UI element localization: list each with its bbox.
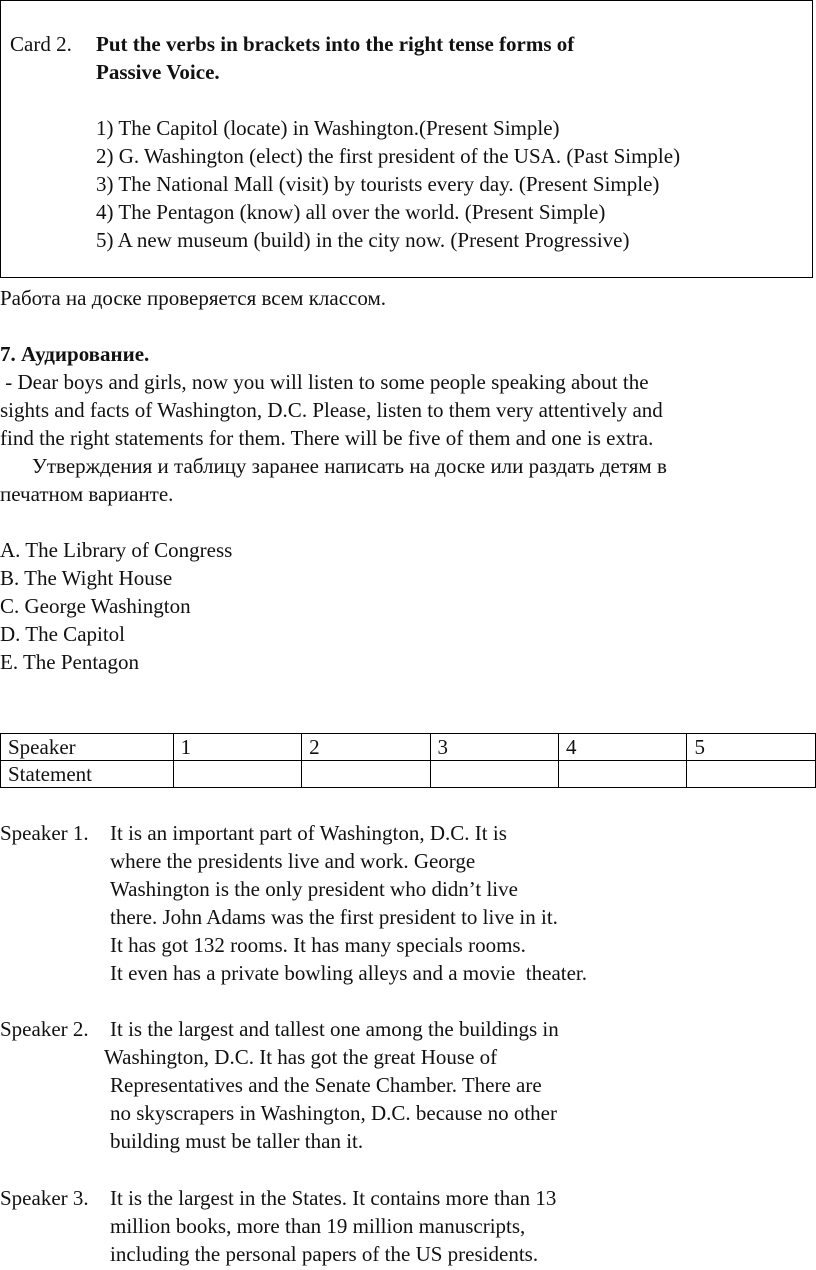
speaker-line: Representatives and the Senate Chamber. There are [110, 1073, 542, 1097]
intro-line: sights and facts of Washington, D.C. Please, listen to them very attentively and [0, 398, 663, 422]
card-item: 2) G. Washington (elect) the first president of the USA. (Past Simple) [96, 144, 681, 168]
intro-line: find the right statements for them. There will be five of them and one is extra. [0, 426, 654, 450]
table-cell [687, 761, 816, 788]
table-row [1, 734, 816, 761]
card-title-line1: Put the verbs in brackets into the right tense forms of [96, 32, 575, 56]
card-title-line2: Passive Voice. [96, 60, 220, 84]
table-cell: 1 [173, 734, 301, 761]
table-cell: 5 [687, 734, 816, 761]
statement-item: E. The Pentagon [0, 650, 140, 674]
speaker-line: It has got 132 rooms. It has many specials rooms. [110, 933, 526, 957]
table-cell [302, 761, 430, 788]
teacher-note-line: Утверждения и таблицу заранее написать на доске или раздать детям в [32, 454, 667, 478]
answer-table [0, 733, 816, 788]
speaker-line: It even has a private bowling alleys and a movie theater. [110, 961, 588, 985]
table-cell: 3 [430, 734, 558, 761]
speaker-line: It is the largest and tallest one among the buildings in [110, 1017, 559, 1041]
table-row [1, 761, 816, 788]
speaker-line: building must be taller than it. [110, 1129, 364, 1153]
speaker-line: It is an important part of Washington, D.C. It is [110, 821, 507, 845]
speaker-line: million books, more than 19 million manuscripts, [110, 1214, 526, 1238]
intro-line: - Dear boys and girls, now you will listen to some people speaking about the [0, 370, 649, 394]
board-note: Работа на доске проверяется всем классом. [0, 286, 387, 310]
speaker-line: Washington is the only president who didn’t live [110, 877, 518, 901]
table-cell [430, 761, 558, 788]
card-label: Card 2. [10, 32, 72, 56]
speaker-line: It is the largest in the States. It contains more than 13 [110, 1186, 557, 1210]
speaker-line: where the presidents live and work. George [110, 849, 476, 873]
table-cell: Speaker [1, 734, 174, 761]
speaker-label: Speaker 3. [0, 1186, 89, 1210]
statement-item: B. The Wight House [0, 566, 173, 590]
statement-item: C. George Washington [0, 594, 191, 618]
speaker-line: there. John Adams was the first president to live in it. [110, 905, 558, 929]
teacher-note-line: печатном варианте. [0, 482, 174, 506]
table-cell [559, 761, 687, 788]
speaker-line: including the personal papers of the US presidents. [110, 1242, 539, 1266]
table-cell: Statement [1, 761, 174, 788]
statement-item: A. The Library of Congress [0, 538, 233, 562]
speaker-line: Washington, D.C. It has got the great House of [104, 1045, 498, 1069]
card-item: 4) The Pentagon (know) all over the world. (Present Simple) [96, 200, 606, 224]
speaker-label: Speaker 2. [0, 1017, 89, 1041]
table-cell [173, 761, 301, 788]
table-cell: 2 [302, 734, 430, 761]
section-heading: 7. Аудирование. [0, 342, 150, 366]
card-item: 1) The Capitol (locate) in Washington.(Present Simple) [96, 116, 560, 140]
statement-item: D. The Capitol [0, 622, 126, 646]
speaker-line: no skyscrapers in Washington, D.C. because no other [110, 1101, 557, 1125]
speaker-label: Speaker 1. [0, 821, 89, 845]
card-item: 3) The National Mall (visit) by tourists every day. (Present Simple) [96, 172, 660, 196]
card-item: 5) A new museum (build) in the city now. (Present Progressive) [96, 228, 630, 252]
table-cell: 4 [559, 734, 687, 761]
